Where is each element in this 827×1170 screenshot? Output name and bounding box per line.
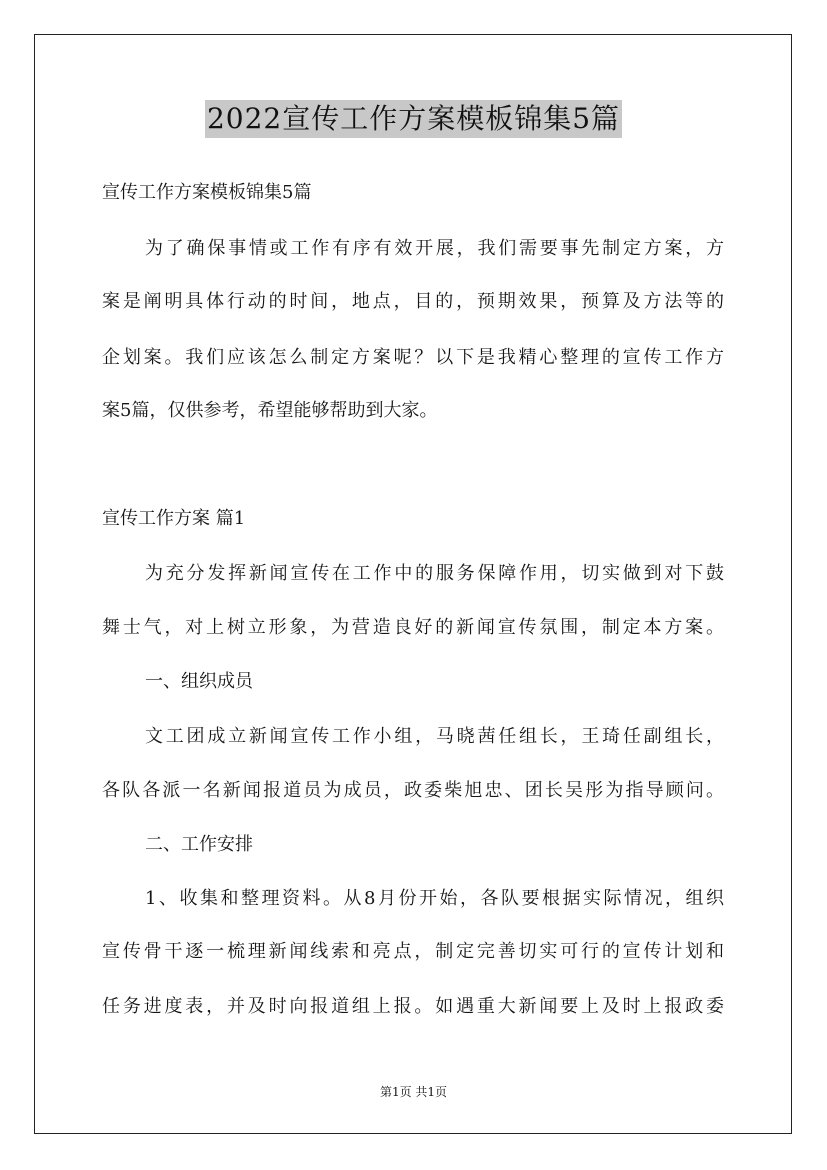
heading-organization: 一、组织成员 bbox=[145, 671, 253, 692]
intro-line-3: 企划案。我们应该怎么制定方案呢？以下是我精心整理的宣传工作方 bbox=[102, 347, 724, 368]
para1-line-1: 为充分发挥新闻宣传在工作中的服务保障作用，切实做到对下鼓 bbox=[145, 563, 724, 584]
para3-line-1: 1、收集和整理资料。从8月份开始，各队要根据实际情况，组织 bbox=[145, 888, 724, 909]
title-wrap bbox=[0, 100, 827, 138]
intro-line-4: 案5篇，仅供参考，希望能够帮助到大家。 bbox=[102, 400, 438, 421]
section-heading: 宣传工作方案 篇1 bbox=[102, 508, 246, 529]
para2-line-2: 各队各派一名新闻报道员为成员，政委柴旭忠、团长吴彤为指导顾问。 bbox=[102, 780, 724, 801]
intro-line-2: 案是阐明具体行动的时间，地点，目的，预期效果，预算及方法等的 bbox=[102, 291, 724, 312]
para3-line-3: 任务进度表，并及时向报道组上报。如遇重大新闻要上及时上报政委 bbox=[102, 996, 724, 1017]
document-subtitle: 宣传工作方案模板锦集5篇 bbox=[102, 182, 312, 203]
para2-line-1: 文工团成立新闻宣传工作小组，马晓茜任组长，王琦任副组长， bbox=[145, 726, 724, 747]
heading-work-arrangement: 二、工作安排 bbox=[145, 834, 253, 855]
document-title: 2022宣传工作方案模板锦集5篇 bbox=[205, 100, 622, 138]
intro-line-1: 为了确保事情或工作有序有效开展，我们需要事先制定方案，方 bbox=[145, 238, 724, 259]
para1-line-2: 舞士气，对上树立形象，为营造良好的新闻宣传氛围，制定本方案。 bbox=[102, 617, 724, 638]
para3-line-2: 宣传骨干逐一梳理新闻线索和亮点，制定完善切实可行的宣传计划和 bbox=[102, 941, 724, 962]
page-footer: 第1页 共1页 bbox=[379, 1085, 448, 1099]
